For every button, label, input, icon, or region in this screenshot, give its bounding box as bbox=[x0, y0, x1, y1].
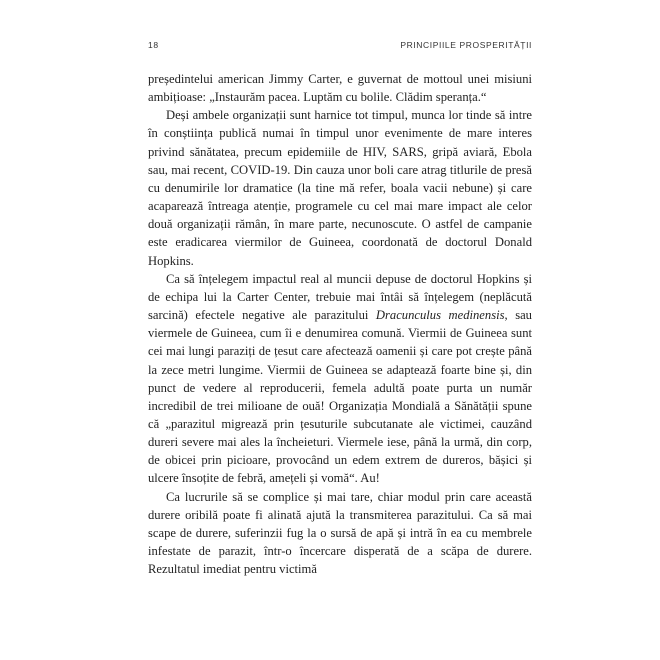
page-number: 18 bbox=[148, 40, 159, 50]
paragraph-3 bbox=[148, 270, 532, 488]
paragraph-3-text-after: , sau viermele de Guineea, cum îi e denumirea comună. Viermii de Guineea sunt cei mai lungi paraziți de țesut care afectează oamenii și care pot crește până la zece metri lungime. Viermii de Guineea se adaptează foarte bine și, din punct de vedere al reproducerii, femela adultă poate purta un număr incredibil de trei milioane de ouă! Organizația Mondială a Sănătății spune că „parazitul migrează prin țesuturile subcutanate ale victimei, cauzând dureri severe mai ales la încheieturi. Viermele iese, până la urmă, din corp, de obicei prin picioare, provocând un edem extrem de dureros, bășici și ulcere însoțite de febră, amețeli și vomă“. Au! bbox=[148, 308, 532, 486]
body-text bbox=[148, 70, 532, 578]
paragraph-1: președintelui american Jimmy Carter, e guvernat de mottoul unei misiuni ambițioase: „Instaurăm pacea. Luptăm cu bolile. Clădim speranța.“ bbox=[148, 72, 532, 105]
running-title: PRINCIPIILE PROSPERITĂȚII bbox=[400, 40, 532, 50]
paragraph-3-text-before: Ca să înțelegem impactul real al muncii depuse de doctorul Hopkins și de echipa lui la Carter Center, trebuie mai întâi să înțelegem (neplăcută sarcină) efectele negative ale parazitului bbox=[148, 271, 532, 323]
paragraph-2: Deși ambele organizații sunt harnice tot timpul, munca lor tinde să intre în conștiința publică numai în timpul unor evenimente de mare interes privind sănătatea, precum epidemiile de HIV, SARS, gripă aviară, Ebola sau, mai recent, COVID-19. Din cauza unor boli care atrag titlurile de presă cu denumirile lor dramatice (la tine mă refer, boala vacii nebune) și care acaparează întreaga atenție, programele cu cel mai mare impact ale celor două organizații rămân, în mare parte, necunoscute. O astfel de campanie este eradicarea viermilor de Guineea, coordonată de doctorul Donald Hopkins. bbox=[148, 108, 532, 268]
paragraph-4: Ca lucrurile să se complice și mai tare, chiar modul prin care această durere oribilă poate fi alinată ajută la transmiterea parazitului. Ca să mai scape de durere, suferinzii fug la o sursă de apă și intră în ea cu membrele infestate de parazit, într-o încercare disperată de a scăpa de durere. Rezultatul imediat pentru victimă bbox=[148, 489, 532, 577]
species-name-italic: Dracunculus medinensis bbox=[375, 308, 505, 323]
running-header bbox=[148, 40, 532, 54]
